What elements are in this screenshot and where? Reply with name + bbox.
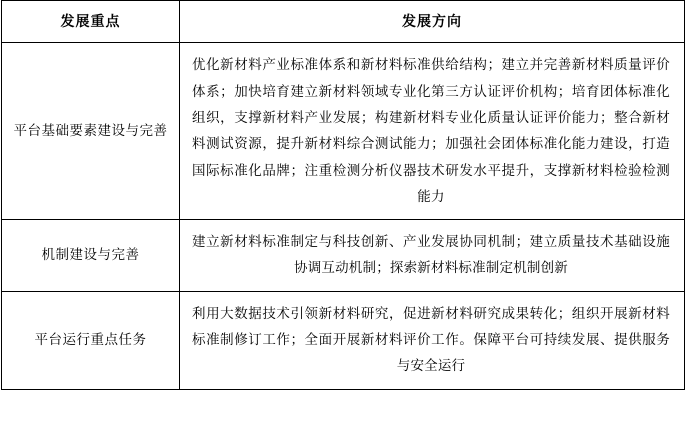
table-header [2,1,685,43]
cell-direction: 优化新材料产业标准体系和新材料标准供给结构；建立并完善新材料质量评价体系；加快培育建立新材料领域专业化第三方认证评价机构；培育团体标准化组织，支撑新材料产业发展；构建新材料专业化质量认证评价能力；整合新材料测试资源，提升新材料综合测试能力；加强社会团体标准化能力建设，打造国际标准化品牌；注重检测分析仪器技术研发水平提升，支撑新材料检验检测能力 [180,43,685,220]
table-body [2,43,685,389]
cell-focus: 机制建设与完善 [2,220,180,292]
cell-focus: 平台基础要素建设与完善 [2,43,180,220]
cell-direction: 利用大数据技术引领新材料研究，促进新材料研究成果转化；组织开展新材料标准制修订工作；全面开展新材料评价工作。保障平台可持续发展、提供服务与安全运行 [180,291,685,389]
table-header-row [2,1,685,43]
development-plan-table [1,0,685,390]
column-header-focus [2,1,180,43]
table-row [2,291,685,389]
column-header-direction [180,1,685,43]
table-row [2,220,685,292]
cell-direction: 建立新材料标准制定与科技创新、产业发展协同机制；建立质量技术基础设施协调互动机制；探索新材料标准制定机制创新 [180,220,685,292]
cell-focus: 平台运行重点任务 [2,291,180,389]
table-row [2,43,685,220]
column-header-focus-label: 发展重点 [60,13,121,29]
column-header-direction-label: 发展方向 [402,13,462,29]
